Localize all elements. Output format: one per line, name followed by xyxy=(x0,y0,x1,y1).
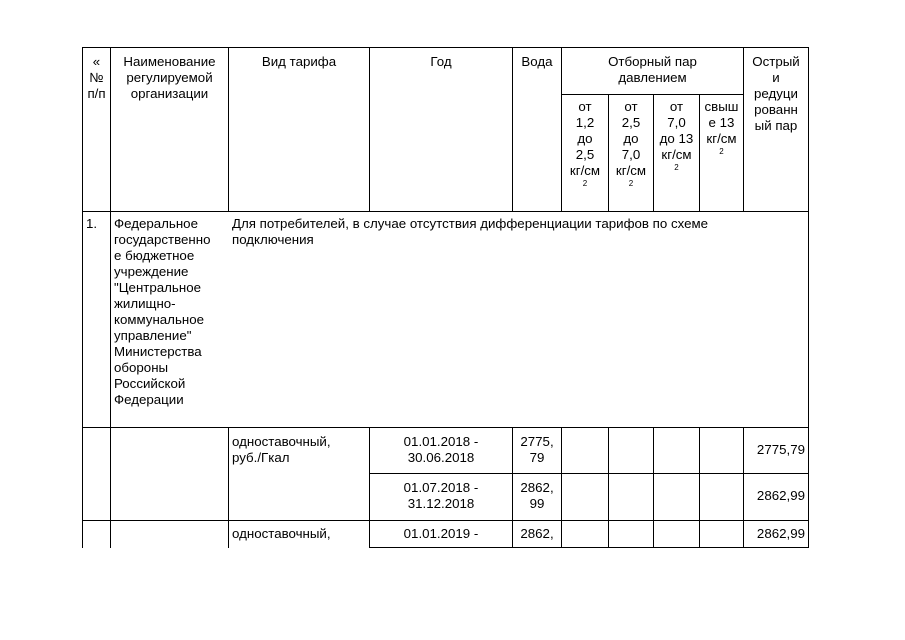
period: 01.01.2018 - 30.06.2018 xyxy=(403,434,479,465)
header-number: « № п/п xyxy=(87,54,106,101)
table-border xyxy=(699,428,700,548)
table-border xyxy=(82,427,809,428)
water-value: 2862, 99 xyxy=(520,480,554,511)
tariff-type: одноставочный, руб./Гкал xyxy=(232,434,331,465)
table-border xyxy=(82,47,83,548)
table-border xyxy=(82,520,809,521)
table-border xyxy=(228,428,229,548)
tariff-type: одноставочный, xyxy=(232,526,331,541)
header-pressure-over-13 xyxy=(700,99,743,156)
table-border xyxy=(369,47,370,212)
table-border xyxy=(561,94,743,95)
header-pressure-7-0-to-13 xyxy=(654,99,699,172)
table-border xyxy=(369,473,809,474)
table-border xyxy=(512,47,513,212)
table-border xyxy=(608,428,609,548)
pressure-range-label: от 1,2 до 2,5 кг/см xyxy=(569,99,601,178)
header-organization: Наименование регулируемой организации xyxy=(123,54,216,101)
table-border xyxy=(369,547,809,548)
table-border xyxy=(561,428,562,548)
table-border xyxy=(228,47,229,212)
pressure-range-label: от 7,0 до 13 кг/см xyxy=(659,99,694,162)
header-pressure-2-5-to-7-0 xyxy=(609,99,653,188)
pressure-range-label: свыш е 13 кг/см xyxy=(704,99,739,146)
row-note: Для потребителей, в случае отсутствия дифференциации тарифов по схеме подключения xyxy=(232,216,709,247)
period: 01.01.2019 - xyxy=(403,526,479,541)
table-border xyxy=(82,211,809,212)
sharp-steam-value: 2862,99 xyxy=(756,526,805,541)
superscript: 2 xyxy=(719,147,724,156)
superscript: 2 xyxy=(674,163,679,172)
table-border xyxy=(82,47,809,48)
table-border xyxy=(653,428,654,548)
pressure-range-label: от 2,5 до 7,0 кг/см xyxy=(615,99,647,178)
sharp-steam-value: 2862,99 xyxy=(756,488,805,503)
header-water: Вода xyxy=(521,54,553,69)
organization-name: Федеральное государственно е бюджетное учреждение "Центральное жилищно- коммунальное управление" Министерства обороны Российской Федерации xyxy=(114,216,211,407)
header-sharp-steam: Острый и редуци рованн ый пар xyxy=(752,54,800,133)
header-tariff-type: Вид тарифа xyxy=(261,54,337,69)
water-value: 2775, 79 xyxy=(520,434,554,465)
superscript: 2 xyxy=(628,179,634,188)
sharp-steam-value: 2775,79 xyxy=(756,442,805,457)
water-value: 2862, xyxy=(520,526,554,541)
superscript: 2 xyxy=(582,179,588,188)
row-number: 1. xyxy=(86,216,98,231)
header-pressure-1-2-to-2-5 xyxy=(562,99,608,188)
period: 01.07.2018 - 31.12.2018 xyxy=(403,480,479,511)
header-year: Год xyxy=(430,54,452,69)
table-border xyxy=(110,47,111,548)
header-steam-pressure: Отборный пар давлением xyxy=(608,54,697,85)
